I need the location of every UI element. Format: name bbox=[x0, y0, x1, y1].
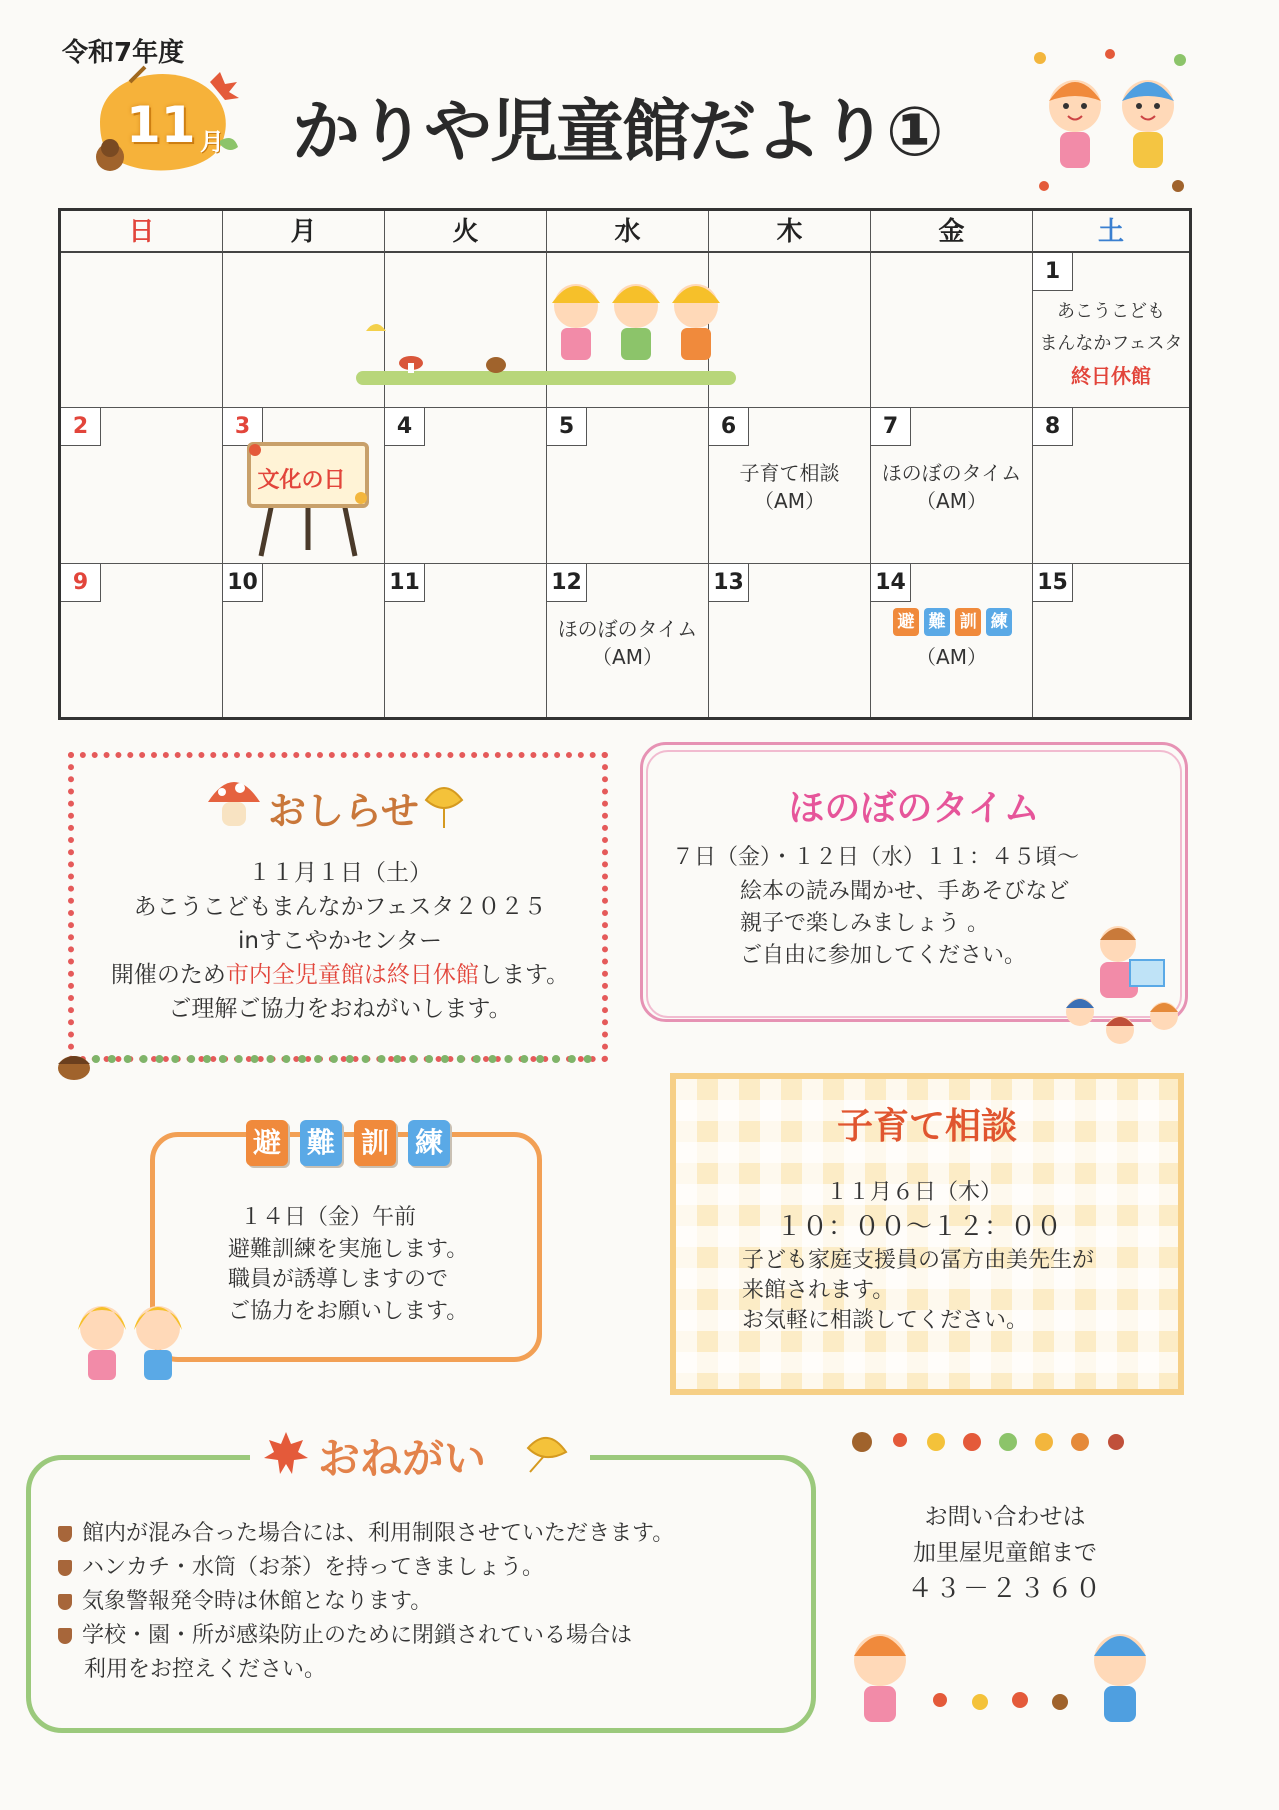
weekday-mon: 月 bbox=[223, 211, 385, 253]
calendar-cell-empty bbox=[61, 253, 223, 408]
calendar-cell-day-4 bbox=[385, 408, 547, 564]
calendar-cell-day-15 bbox=[1033, 564, 1189, 717]
badge-char: 難 bbox=[924, 608, 950, 636]
day-number: 3 bbox=[223, 408, 263, 446]
calendar-cell-day-7 bbox=[871, 408, 1033, 564]
consult-text: 来館されます。 bbox=[742, 1278, 895, 1303]
request-item bbox=[58, 1620, 632, 1652]
calendar-cell-day-9 bbox=[61, 564, 223, 717]
kids-waving-icon bbox=[840, 1620, 1170, 1730]
request-item bbox=[58, 1586, 432, 1618]
day-number: 8 bbox=[1033, 408, 1073, 446]
kids-illustration-icon bbox=[1030, 46, 1190, 196]
notice-venue: inすこやかセンター bbox=[237, 928, 443, 954]
closed-notice: 終日休館 bbox=[1071, 364, 1151, 388]
event-time: （AM） bbox=[754, 489, 825, 513]
request-item-continuation: 利用をお控えください。 bbox=[84, 1657, 327, 1682]
weekday-fri: 金 bbox=[871, 211, 1033, 253]
drill-date: １４日（金）午前 bbox=[240, 1205, 417, 1230]
page-title: かりや児童館だより① bbox=[292, 93, 942, 172]
acorn-bullet-icon bbox=[58, 1526, 72, 1542]
event-time: （AM） bbox=[916, 489, 987, 513]
notice-text: します。 bbox=[478, 962, 570, 988]
day-number: 2 bbox=[61, 408, 101, 446]
mushroom-icon bbox=[204, 772, 264, 832]
day-number: 1 bbox=[1033, 253, 1073, 291]
notice-date: １１月１日（土） bbox=[248, 860, 432, 886]
consult-date: １１月６日（木） bbox=[826, 1180, 1003, 1205]
event-text: あこうこども bbox=[1057, 301, 1165, 322]
holiday-name: 文化の日 bbox=[257, 468, 346, 493]
calendar-grid bbox=[58, 208, 1192, 720]
drill-tile: 訓 bbox=[354, 1120, 396, 1166]
notice-event: あこうこどもまんなかフェスタ２０２５ bbox=[133, 894, 547, 920]
calendar-cell-day-5 bbox=[547, 408, 709, 564]
calendar-cell-day-14 bbox=[871, 564, 1033, 717]
consult-text: 子ども家庭支援員の冨方由美先生が bbox=[742, 1248, 1095, 1273]
day-number: 14 bbox=[871, 564, 911, 602]
day-number: 12 bbox=[547, 564, 587, 602]
ginkgo-leaf-icon bbox=[524, 1432, 570, 1476]
calendar-cell-day-6 bbox=[709, 408, 871, 564]
notice-box-bottom-border bbox=[92, 1055, 592, 1063]
request-item-text: ハンカチ・水筒（お茶）を持ってきましょう。 bbox=[82, 1555, 545, 1580]
day-number: 10 bbox=[223, 564, 263, 602]
month-unit: 月 bbox=[200, 128, 224, 156]
day-number: 4 bbox=[385, 408, 425, 446]
acorn-bullet-icon bbox=[58, 1560, 72, 1576]
storytime-illustration-icon bbox=[1058, 920, 1188, 1050]
acorn-icon bbox=[54, 1048, 94, 1082]
maple-leaf-icon bbox=[262, 1428, 310, 1476]
request-item-text: 気象警報発令時は休館となります。 bbox=[82, 1589, 433, 1614]
drill-tile: 練 bbox=[408, 1120, 450, 1166]
drill-text: 避難訓練を実施します。 bbox=[228, 1237, 469, 1262]
calendar-cell-day-13 bbox=[709, 564, 871, 717]
event-text: 子育て相談 bbox=[739, 461, 840, 485]
honobono-schedule: ７日（金）・１２日（水）１１：４５頃～ bbox=[672, 845, 1080, 870]
event-text: まんなかフェスタ bbox=[1039, 333, 1183, 354]
event-time: （AM） bbox=[916, 645, 987, 669]
weekday-wed: 水 bbox=[547, 211, 709, 253]
contact-phone: ４３－２３６０ bbox=[906, 1574, 1103, 1604]
contact-facility: 加里屋児童館まで bbox=[913, 1540, 1097, 1566]
day-number: 13 bbox=[709, 564, 749, 602]
consult-time: １０：００～１２：００ bbox=[776, 1212, 1063, 1242]
autumn-leaves-row-icon bbox=[848, 1422, 1148, 1462]
contact-line: お問い合わせは bbox=[924, 1504, 1086, 1530]
calendar-cell-day-2 bbox=[61, 408, 223, 564]
weekday-sun: 日 bbox=[61, 211, 223, 253]
weekday-tue: 火 bbox=[385, 211, 547, 253]
calendar-cell-day-1 bbox=[1033, 253, 1189, 408]
request-title: おねがい bbox=[318, 1434, 487, 1483]
notice-closure-highlight: 市内全児童館は終日休館 bbox=[225, 962, 479, 988]
notice-request: ご理解ご協力をおねがいします。 bbox=[168, 996, 512, 1022]
request-item-text: 館内が混み合った場合には、利用制限させていただきます。 bbox=[82, 1521, 675, 1546]
honobono-desc: ご自由に参加してください。 bbox=[740, 943, 1027, 968]
request-item-text: 学校・園・所が感染防止のために閉鎖されている場合は bbox=[82, 1623, 633, 1648]
event-time: （AM） bbox=[592, 645, 663, 669]
day-number: 5 bbox=[547, 408, 587, 446]
day-number: 15 bbox=[1033, 564, 1073, 602]
children-walking-icon bbox=[356, 251, 736, 401]
acorn-bullet-icon bbox=[58, 1628, 72, 1644]
weekday-sat: 土 bbox=[1033, 211, 1189, 253]
badge-char: 練 bbox=[986, 608, 1012, 636]
easel-sign-icon bbox=[243, 438, 373, 558]
calendar-cell-day-12 bbox=[547, 564, 709, 717]
day-number: 7 bbox=[871, 408, 911, 446]
day-number: 11 bbox=[385, 564, 425, 602]
notice-title: おしらせ bbox=[268, 789, 419, 833]
notice-text: 開催のため bbox=[110, 962, 226, 988]
drill-text: ご協力をお願いします。 bbox=[228, 1299, 469, 1324]
weekday-thu: 木 bbox=[709, 211, 871, 253]
calendar-cell-day-10 bbox=[223, 564, 385, 717]
request-item bbox=[58, 1518, 674, 1550]
evacuation-drill-badge bbox=[893, 608, 1012, 640]
day-number: 6 bbox=[709, 408, 749, 446]
drill-tile: 難 bbox=[300, 1120, 342, 1166]
badge-char: 訓 bbox=[955, 608, 981, 636]
event-text: ほのぼのタイム bbox=[881, 461, 1022, 485]
calendar-cell-day-11 bbox=[385, 564, 547, 717]
drill-tile: 避 bbox=[246, 1120, 288, 1166]
event-text: ほのぼのタイム bbox=[557, 617, 698, 641]
drill-text: 職員が誘導しますので bbox=[228, 1267, 449, 1292]
honobono-desc: 親子で楽しみましょう 。 bbox=[740, 911, 989, 936]
calendar-cell-day-8 bbox=[1033, 408, 1189, 564]
month-number: 11 bbox=[126, 96, 196, 154]
request-item bbox=[58, 1552, 544, 1584]
consult-text: お気軽に相談してください。 bbox=[742, 1308, 1029, 1333]
notice-closure-line bbox=[70, 958, 610, 992]
ginkgo-leaf-icon bbox=[422, 780, 466, 830]
fiscal-year-label: 令和7年度 bbox=[62, 38, 185, 68]
badge-char: 避 bbox=[893, 608, 919, 636]
calendar-cell-day-3 bbox=[223, 408, 385, 564]
honobono-desc: 絵本の読み聞かせ、手あそびなど bbox=[740, 879, 1070, 904]
calendar-cell-empty bbox=[871, 253, 1033, 408]
acorn-bullet-icon bbox=[58, 1594, 72, 1610]
honobono-title: ほのぼのタイム bbox=[788, 788, 1040, 829]
day-number: 9 bbox=[61, 564, 101, 602]
children-hoods-icon bbox=[70, 1290, 190, 1390]
parenting-consult-title: 子育て相談 bbox=[836, 1106, 1017, 1147]
